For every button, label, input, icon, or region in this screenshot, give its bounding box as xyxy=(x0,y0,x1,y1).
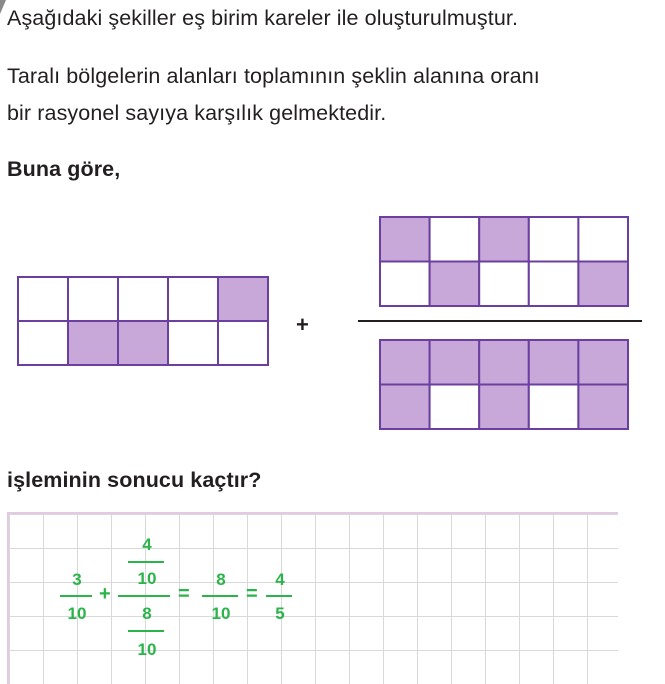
left-grid-cell-1-3 xyxy=(168,321,218,365)
numerator-grid-cell-0-1 xyxy=(430,217,480,262)
equals-1: = xyxy=(178,583,190,605)
complex-bottom-numerator: 8 xyxy=(142,604,152,623)
complex-top-denominator: 10 xyxy=(137,569,157,588)
denominator-grid-cell-1-3 xyxy=(529,385,579,430)
numerator-grid-cell-1-4-shaded xyxy=(578,262,628,307)
result1-bar xyxy=(202,595,238,597)
question-prompt: Buna göre, xyxy=(7,157,121,181)
term1-bar xyxy=(60,595,92,597)
left-grid-cell-0-4-shaded xyxy=(218,277,268,321)
left-grid-cell-0-3 xyxy=(168,277,218,321)
solution-plus: + xyxy=(99,583,111,605)
left-grid-cell-0-0 xyxy=(18,277,68,321)
complex-bottom-denominator: 10 xyxy=(137,640,157,659)
numerator-grid-cell-0-3 xyxy=(529,217,579,262)
numerator-grid-cell-0-2-shaded xyxy=(479,217,529,262)
denominator-grid-cell-1-4-shaded xyxy=(578,385,628,430)
result2-denominator: 5 xyxy=(275,604,285,623)
left-grid-cell-0-1 xyxy=(68,277,118,321)
denominator-grid xyxy=(380,340,628,429)
equals-2: = xyxy=(246,583,258,605)
denominator-grid-cell-0-2-shaded xyxy=(479,340,529,385)
complex-bottom-bar xyxy=(128,630,164,632)
numerator-grid-cell-0-4 xyxy=(578,217,628,262)
denominator-grid-cell-0-4-shaded xyxy=(578,340,628,385)
denominator-grid-cell-0-0-shaded xyxy=(380,340,430,385)
numerator-grid-cell-1-1-shaded xyxy=(430,262,480,307)
fraction-bar xyxy=(358,320,642,322)
complex-main-bar xyxy=(118,595,170,597)
denominator-grid-cell-0-3-shaded xyxy=(529,340,579,385)
term1-denominator: 10 xyxy=(67,604,87,623)
numerator-grid-cell-0-0-shaded xyxy=(380,217,430,262)
result1-numerator: 8 xyxy=(216,570,226,589)
plus-operator: + xyxy=(296,312,309,337)
result2-numerator: 4 xyxy=(275,570,285,589)
complex-top-numerator: 4 xyxy=(142,535,152,554)
question-line-2: Taralı bölgelerin alanları toplamının şeklin alanına oranı xyxy=(7,64,540,88)
denominator-grid-cell-1-1 xyxy=(430,385,480,430)
left-grid xyxy=(18,277,268,365)
left-grid-cell-1-1-shaded xyxy=(68,321,118,365)
left-grid-cell-0-2 xyxy=(118,277,168,321)
left-grid-cell-1-0 xyxy=(18,321,68,365)
complex-top-bar xyxy=(128,561,164,563)
numerator-grid-cell-1-0 xyxy=(380,262,430,307)
term1-numerator: 3 xyxy=(72,570,82,589)
result2-bar xyxy=(266,595,292,597)
denominator-grid-cell-1-0-shaded xyxy=(380,385,430,430)
result1-denominator: 10 xyxy=(211,604,231,623)
numerator-grid xyxy=(380,217,628,306)
denominator-grid-cell-0-1-shaded xyxy=(430,340,480,385)
left-grid-cell-1-4 xyxy=(218,321,268,365)
question-ask: işleminin sonucu kaçtır? xyxy=(7,468,262,492)
question-line-1: Aşağıdaki şekiller eş birim kareler ile oluşturulmuştur. xyxy=(7,6,519,30)
denominator-grid-cell-1-2-shaded xyxy=(479,385,529,430)
numerator-grid-cell-1-2 xyxy=(479,262,529,307)
left-grid-cell-1-2-shaded xyxy=(118,321,168,365)
numerator-grid-cell-1-3 xyxy=(529,262,579,307)
question-line-3: bir rasyonel sayıya karşılık gelmektedir. xyxy=(7,101,387,125)
